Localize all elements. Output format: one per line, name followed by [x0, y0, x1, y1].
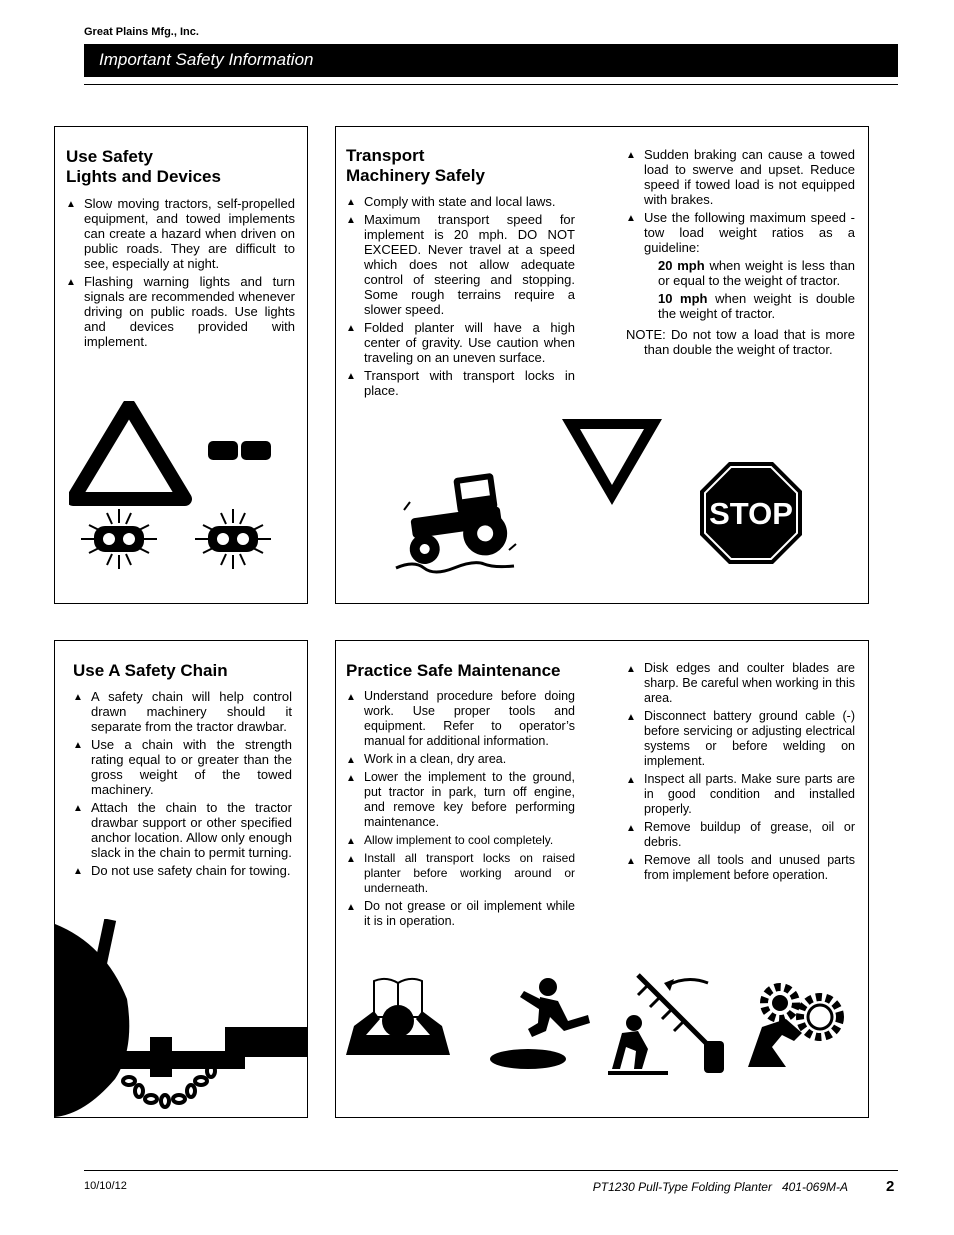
list-item: ▲ Remove buildup of grease, oil or debris. [626, 820, 855, 850]
panel-maintenance [335, 640, 869, 1118]
list-item: ▲ Use a chain with the strength rating equal to or greater than the gross weight of the towed machinery. [73, 737, 292, 797]
list-item: ▲ Transport with transport locks in place. [346, 368, 575, 398]
section-title-bar [84, 44, 898, 77]
yield-sign-icon [560, 417, 664, 507]
tractor-icon [394, 472, 524, 577]
list-item: ▲ Do not use safety chain for towing. [73, 863, 292, 878]
chain-list [73, 689, 292, 881]
list-item: ▲ Disk edges and coulter blades are sharp. Be careful when working in this area. [626, 661, 855, 706]
list-item: ▲ Use the following maximum speed - tow load weight ratios as a guideline: [626, 210, 855, 255]
page-number: 2 [886, 1178, 895, 1195]
list-item: ▲ Do not grease or oil implement while it is in operation. [346, 899, 575, 929]
tow-note: NOTE: Do not tow a load that is more than double the weight of tractor. [626, 327, 855, 357]
chain-heading: Use A Safety Chain [73, 661, 228, 680]
list-item: ▲ Remove all tools and unused parts from implement before operation. [626, 853, 855, 883]
section-title: Important Safety Information [99, 50, 314, 69]
lights-list [66, 196, 295, 352]
list-item: ▲ Work in a clean, dry area. [346, 752, 575, 767]
gear-hand-icon [746, 971, 854, 1071]
panel-safety-chain [54, 640, 308, 1118]
maintenance-list-right [626, 661, 855, 886]
slip-fall-icon [488, 971, 598, 1071]
transport-heading: Transport Machinery Safely [346, 146, 485, 185]
list-item: ▲ Disconnect battery ground cable (-) before servicing or adjusting electrical systems or before welding on implement. [626, 709, 855, 769]
list-item: ▲ Lower the implement to the ground, put tractor in park, turn off engine, and remove key before performing maintenance. [346, 770, 575, 830]
svg-text:STOP: STOP [709, 496, 793, 531]
falling-implement-icon [608, 971, 732, 1077]
speed-ratio-20: 20 mph when weight is less than or equal to the weight of tractor. [658, 258, 855, 288]
list-item: ▲ A safety chain will help control drawn machinery should it separate from the tractor drawbar. [73, 689, 292, 734]
list-item: ▲ Attach the chain to the tractor drawbar support or other specified anchor location. Allow only enough slack in the chain to permit turning. [73, 800, 292, 860]
stop-sign-icon [698, 460, 804, 566]
header-rule [84, 84, 898, 85]
reading-manual-icon [344, 971, 452, 1061]
maintenance-list-left [346, 689, 575, 932]
list-item: ▲ Comply with state and local laws. [346, 194, 575, 209]
maintenance-heading: Practice Safe Maintenance [346, 661, 561, 680]
smv-triangle-icon [69, 401, 299, 571]
company-name: Great Plains Mfg., Inc. [84, 26, 199, 38]
speed-ratio-10: 10 mph when weight is double the weight of tractor. [658, 291, 856, 321]
footer-date: 10/10/12 [84, 1180, 127, 1192]
list-item: ▲ Install all transport locks on raised planter before working around or underneath. [346, 851, 575, 896]
transport-list-right [626, 147, 855, 357]
panel-transport [335, 126, 869, 604]
list-item: ▲ Maximum transport speed for implement is 20 mph. DO NOT EXCEED. Never travel at a speed which does not allow adequate control of steering and stopping. Some rough terrains require a slower speed. [346, 212, 575, 317]
list-item: ▲ Allow implement to cool completely. [346, 833, 575, 848]
footer-doc-title: PT1230 Pull-Type Folding Planter 401-069M-A [592, 1180, 848, 1194]
transport-list-left [346, 194, 575, 401]
tow-chain-icon [55, 919, 308, 1117]
list-item: ▲ Flashing warning lights and turn signals are recommended whenever driving on public roads. Use lights and devices provided with implement. [66, 274, 295, 349]
list-item: ▲ Sudden braking can cause a towed load to swerve and upset. Reduce speed if towed load is not equipped with brakes. [626, 147, 855, 207]
list-item: ▲ Slow moving tractors, self-propelled equipment, and towed implements can create a hazard when driven on public roads. They are difficult to see, especially at night. [66, 196, 295, 271]
lights-heading: Use Safety Lights and Devices [66, 147, 221, 186]
list-item: ▲ Understand procedure before doing work. Use proper tools and equipment. Refer to operator’s manual for additional information. [346, 689, 575, 749]
list-item: ▲ Inspect all parts. Make sure parts are in good condition and installed properly. [626, 772, 855, 817]
footer-rule [84, 1170, 898, 1171]
list-item: ▲ Folded planter will have a high center of gravity. Use caution when traveling on an uneven surface. [346, 320, 575, 365]
panel-safety-lights [54, 126, 308, 604]
